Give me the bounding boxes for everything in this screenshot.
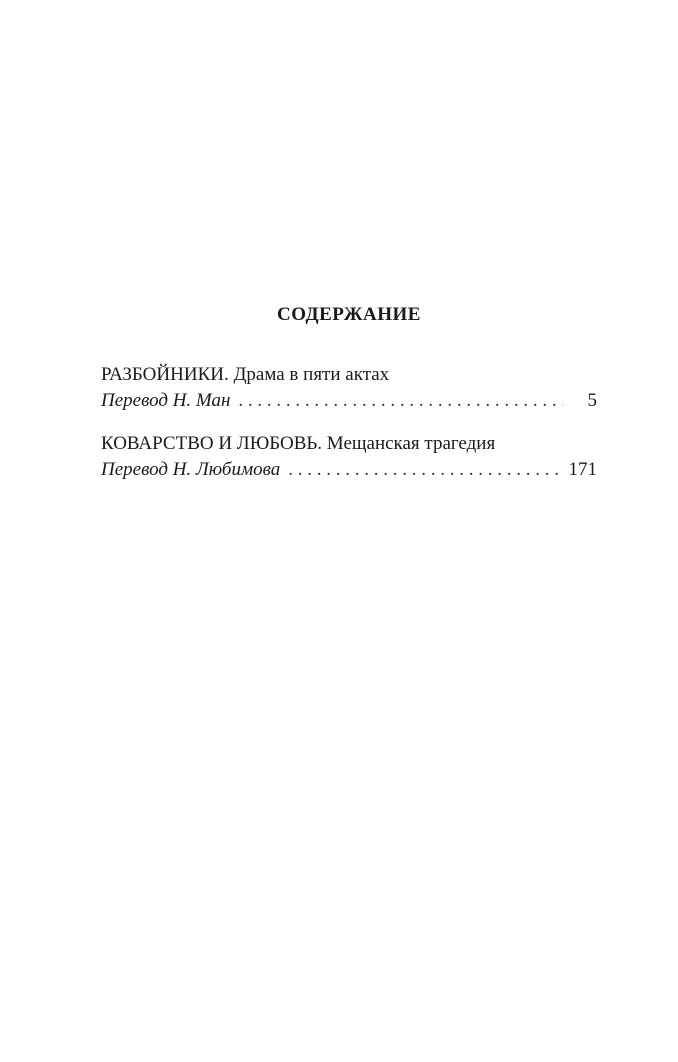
entry-page-number: 171: [568, 459, 597, 480]
toc-entry: [101, 362, 597, 414]
dot-leader: [238, 388, 563, 414]
toc-heading: СОДЕРЖАНИЕ: [277, 304, 421, 325]
entry-title: РАЗБОЙНИКИ. Драма в пяти актах: [101, 364, 390, 385]
entry-line: [101, 457, 597, 483]
toc-entry: [101, 431, 597, 483]
entry-translator: Перевод Н. Любимова: [101, 459, 281, 480]
entry-page-number: 5: [587, 390, 597, 411]
entry-translator: Перевод Н. Ман: [101, 390, 231, 411]
dot-leader: [288, 457, 562, 483]
entry-line: [101, 388, 597, 414]
toc-list: [101, 362, 597, 483]
entry-title: КОВАРСТВО И ЛЮБОВЬ. Мещанская трагедия: [101, 433, 496, 454]
